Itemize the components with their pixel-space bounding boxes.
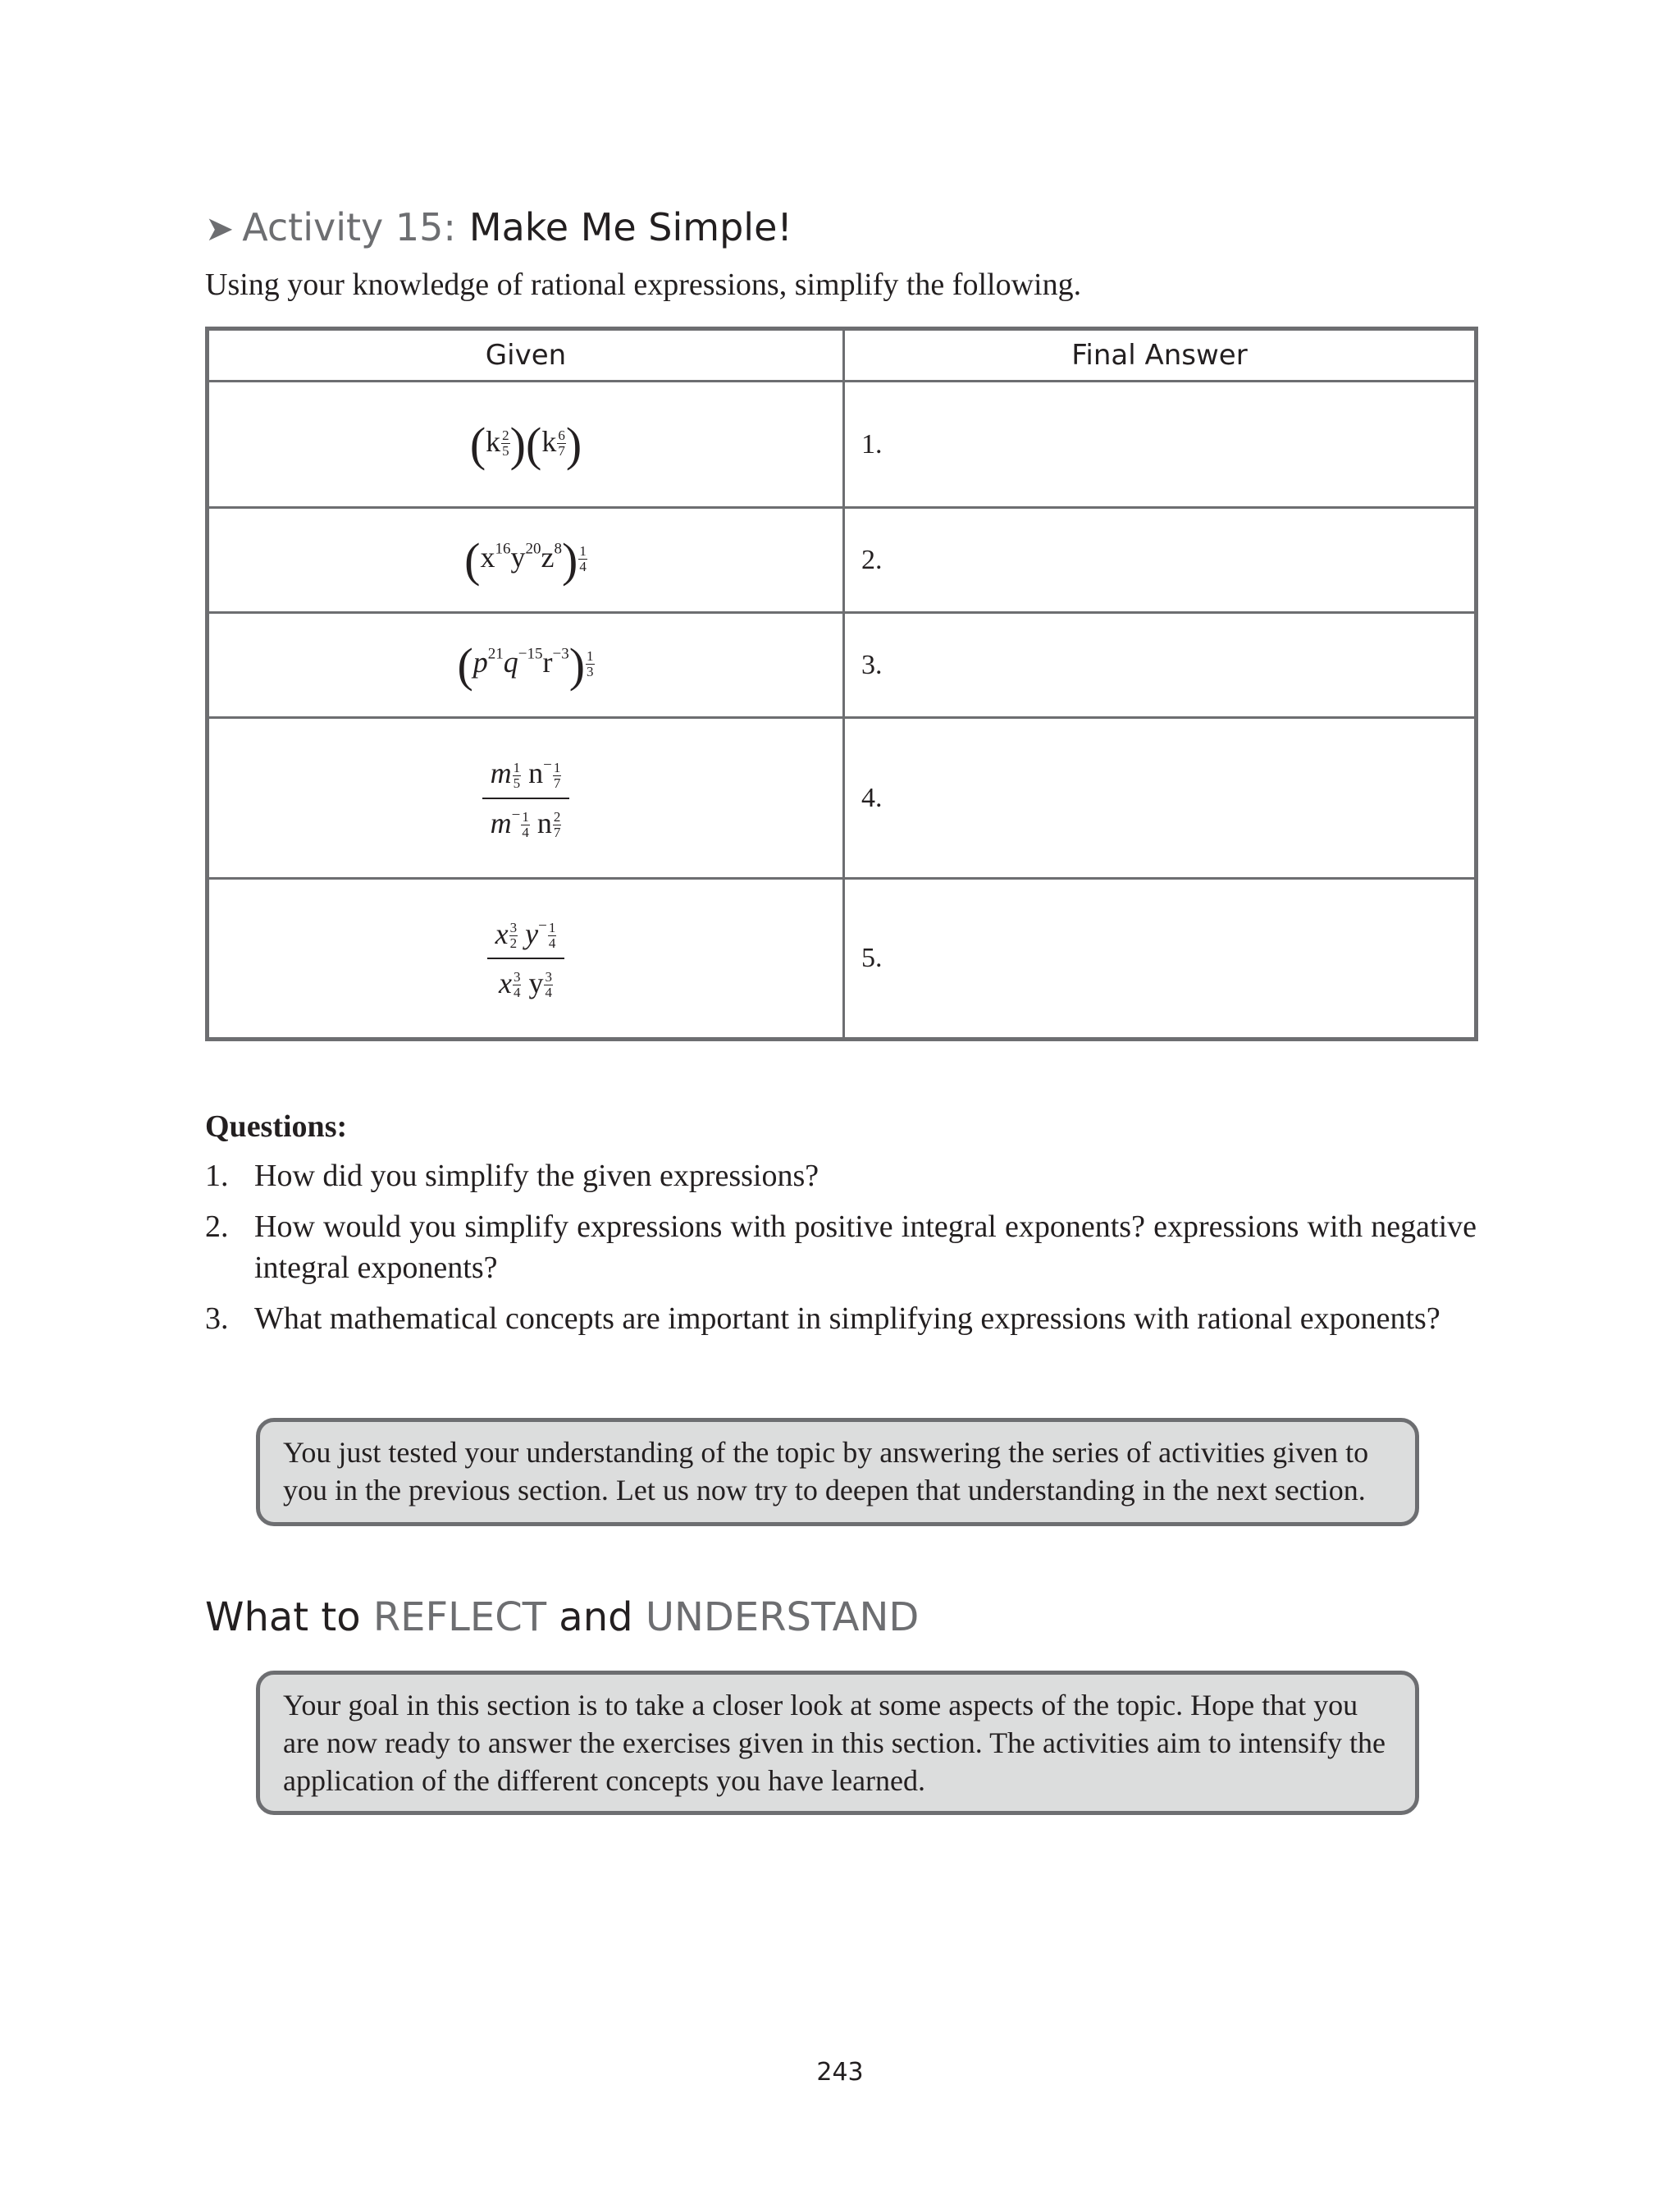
expression-2: $(x^{16}y^{20}z^8)$ $\frac{1}{4}$ bbox=[464, 533, 587, 587]
answer-cell[interactable] bbox=[844, 382, 1477, 508]
answer-number: 3. bbox=[861, 649, 883, 680]
question-item: 2. How would you simplify expressions with positive integral exponents? expressions with negative integral exponents? bbox=[205, 1209, 1477, 1285]
given-cell bbox=[208, 718, 844, 879]
expression-5: x $\frac{3}{2}$ y− $\frac{1}{4}$ x $\frac{3}{4}$ y $\frac{3}{4}$ bbox=[487, 917, 565, 1000]
table-row bbox=[208, 382, 1477, 508]
given-cell bbox=[208, 382, 844, 508]
answer-number: 2. bbox=[861, 544, 883, 575]
activity-instructions: Using your knowledge of rational expressions, simplify the following. bbox=[205, 267, 1082, 302]
questions-list bbox=[205, 1155, 1477, 1349]
activity-table bbox=[205, 327, 1478, 1041]
section-heading: What to REFLECT and UNDERSTAND bbox=[205, 1594, 920, 1640]
table-row bbox=[208, 613, 1477, 718]
given-cell bbox=[208, 613, 844, 718]
transition-note-box: You just tested your understanding of the topic by answering the series of activities given to you in the previous section. Let us now try to deepen that understanding in the next section. bbox=[256, 1418, 1419, 1526]
header-given: Given bbox=[208, 329, 844, 382]
given-cell bbox=[208, 879, 844, 1040]
answer-number: 4. bbox=[861, 782, 883, 813]
expression-1: (k $\frac{2}{5}$ )(k $\frac{6}{7}$ ) bbox=[469, 418, 582, 471]
activity-heading bbox=[205, 199, 792, 258]
questions-title: Questions: bbox=[205, 1109, 348, 1144]
question-item: 1. How did you simplify the given expressions? bbox=[205, 1159, 819, 1193]
answer-cell[interactable] bbox=[844, 613, 1477, 718]
expression-4: m $\frac{1}{5}$ n− $\frac{1}{7}$ m− $\frac{1}{4}$ n $\frac{2}{7}$ bbox=[482, 756, 570, 839]
answer-number: 1. bbox=[861, 428, 883, 459]
table-row bbox=[208, 879, 1477, 1040]
given-cell bbox=[208, 508, 844, 613]
answer-cell[interactable] bbox=[844, 879, 1477, 1040]
question-item: 3. What mathematical concepts are important in simplifying expressions with rational exponents? bbox=[205, 1301, 1440, 1336]
activity-label: Activity 15: bbox=[242, 205, 456, 249]
section-goal-box: Your goal in this section is to take a closer look at some aspects of the topic. Hope that you are now ready to answer the exercises given in this section. The activities aim to intensify the application of the different concepts you have learned. bbox=[256, 1671, 1419, 1815]
table-header-row bbox=[208, 329, 1477, 382]
answer-cell[interactable] bbox=[844, 508, 1477, 613]
answer-cell[interactable] bbox=[844, 718, 1477, 879]
arrow-icon: ➤ bbox=[205, 208, 235, 249]
activity-title: Make Me Simple! bbox=[468, 205, 792, 249]
table-row bbox=[208, 718, 1477, 879]
header-final-answer: Final Answer bbox=[844, 329, 1477, 382]
page-number: 243 bbox=[816, 2058, 864, 2087]
table-row bbox=[208, 508, 1477, 613]
answer-number: 5. bbox=[861, 943, 883, 973]
expression-3: $(p^{21}q^{-15}r^{-3})$ $\frac{1}{3}$ bbox=[457, 638, 594, 692]
